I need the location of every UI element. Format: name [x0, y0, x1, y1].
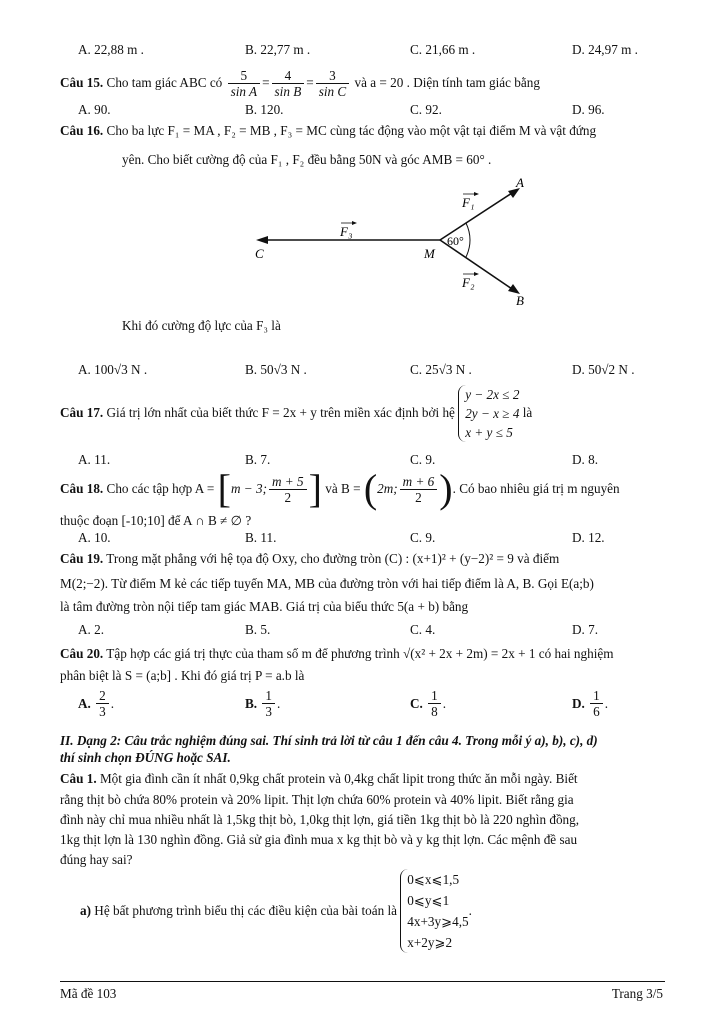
- label-f1: F₁: [462, 195, 475, 210]
- p2q1-line3: đình này chỉ mua nhiều nhất là 1,5kg thịt bò, 1,0kg thịt lợn, giá tiền 1kg thịt bò là 220 nghìn đồng,: [60, 812, 580, 827]
- q15-option-c: C. 92.: [410, 102, 442, 117]
- footer-page-number: Trang 3/5: [611, 986, 663, 1001]
- q15-fraction-a: $\frac{5}{\text{sin A}}$: [228, 68, 261, 99]
- q19-line3: là tâm đường tròn nội tiếp tam giác MAB. Giá trị của biểu thức 5(a + b) bằng: [60, 599, 469, 614]
- q14-option-b: B. 22,77 m .: [245, 42, 311, 57]
- q20-option-c: C. $\frac{1}{8}$ .: [410, 688, 447, 719]
- q15-label: Câu 15.: [60, 75, 104, 90]
- p2q1-part-a: a) Hệ bất phương trình biểu thị các điều kiện của bài toán là 0⩽x⩽1,5 0⩽y⩽1 4x+3y⩾4,5 x+2y⩾2 .: [80, 866, 472, 956]
- q15-stem: Câu 15. Cho tam giác ABC có $\frac{5}{\text{sin A}}$ = $\frac{4}{\text{sin B}}$ = $\frac{3}{\text{sin C}}$ và a = 20 . Diện tính tam giác bằng: [60, 67, 540, 99]
- q16-option-a: A. 100√3 N .: [78, 362, 148, 377]
- force-diagram: [0, 0, 725, 320]
- p2q1-line5: đúng hay sai?: [60, 852, 133, 867]
- q18-option-a: A. 10.: [78, 530, 111, 545]
- q14-option-a: A. 22,88 m .: [78, 42, 144, 57]
- q16-line1: Câu 16. Cho ba lực F₁ = MA , F₂ = MB , F₃ = MC cùng tác động vào một vật tại điểm M và vật đứng: [60, 123, 597, 138]
- q17-option-b: B. 7.: [245, 452, 271, 467]
- q20-option-d: D. $\frac{1}{6}$ .: [572, 688, 609, 719]
- q16-option-d: D. 50√2 N .: [572, 362, 635, 377]
- p2q1-line1: Câu 1. Một gia đình cần ít nhất 0,9kg chất protein và 0,4kg chất lipit trong thức ăn mỗi ngày. Biết: [60, 771, 578, 786]
- footer-divider: [60, 981, 665, 982]
- q20-line2: phân biệt là S = (a;b] . Khi đó giá trị P = a.b là: [60, 668, 305, 683]
- q17-stem: Câu 17. Giá trị lớn nhất của biết thức F = 2x + y trên miền xác định bởi hệ y − 2x ≤ 2 2y − x ≥ 4 x + y ≤ 5 là: [60, 386, 533, 440]
- q19-option-d: D. 7.: [572, 622, 599, 637]
- q19-option-b: B. 5.: [245, 622, 271, 637]
- q18-option-c: C. 9.: [410, 530, 436, 545]
- q17-system: y − 2x ≤ 2 2y − x ≥ 4 x + y ≤ 5: [458, 385, 519, 442]
- p2q1-line2: rằng thịt bò chứa 80% protein và 20% lipit. Thịt lợn chứa 60% protein và 40% lipit. Biết rằng gia: [60, 792, 574, 807]
- q18-stem: Câu 18. Cho các tập hợp A = [ m − 3; $\frac{m + 5}{2}$ ] và B = ( 2m; $\frac{m + 6}{2}$ ) . Có bao nhiêu giá trị m nguyên: [60, 466, 620, 511]
- q18-option-b: B. 11.: [245, 530, 277, 545]
- label-a: A: [516, 175, 524, 190]
- q16-option-b: B. 50√3 N .: [245, 362, 307, 377]
- part2-heading-line2: thí sinh chọn ĐÚNG hoặc SAI.: [60, 750, 231, 765]
- q19-line1: Câu 19. Trong mặt phẳng với hệ tọa độ Oxy, cho đường tròn (C) : (x+1)² + (y−2)² = 9 và điểm: [60, 551, 560, 566]
- angle-label: 60°: [447, 234, 464, 248]
- q15-tail: và a = 20 . Diện tính tam giác bằng: [354, 75, 540, 90]
- q17-option-d: D. 8.: [572, 452, 599, 467]
- q14-option-d: D. 24,97 m .: [572, 42, 638, 57]
- q17-option-a: A. 11.: [78, 452, 111, 467]
- q20-option-b: B. $\frac{1}{3}$ .: [245, 688, 281, 719]
- q20-line1: Câu 20. Tập hợp các giá trị thực của tham số m để phương trình √(x² + 2x + 2m) = 2x + 1 có hai nghiệm: [60, 646, 614, 661]
- part2-heading-line1: II. Dạng 2: Câu trắc nghiệm đúng sai. Thí sinh trả lời từ câu 1 đến câu 4. Trong mỗi ý a), b), c), d): [60, 733, 598, 748]
- label-b: B: [516, 293, 524, 308]
- q15-option-b: B. 120.: [245, 102, 284, 117]
- q19-line2: M(2;−2). Từ điểm M kẻ các tiếp tuyến MA, MB của đường tròn với hai tiếp điểm là A, B. Gọi E(a;b): [60, 576, 594, 591]
- force-line-f1: [440, 193, 512, 240]
- q18-line2: thuộc đoạn [-10;10] để A ∩ B ≠ ∅ ?: [60, 513, 252, 528]
- label-f3: F₃: [340, 224, 353, 239]
- q19-option-c: C. 4.: [410, 622, 436, 637]
- p2q1-line4: 1kg thịt lợn là 130 nghìn đồng. Giả sử gia đình mua x kg thịt bò và y kg thịt lợn. Các mệnh đề sau: [60, 832, 578, 847]
- q18-option-d: D. 12.: [572, 530, 605, 545]
- label-m: M: [424, 246, 435, 261]
- label-c: C: [255, 246, 264, 261]
- q16-question: Khi đó cường độ lực của F₃ là: [122, 318, 281, 333]
- q14-option-c: C. 21,66 m .: [410, 42, 476, 57]
- p2q1-a-system: 0⩽x⩽1,5 0⩽y⩽1 4x+3y⩾4,5 x+2y⩾2: [400, 869, 468, 953]
- q15-fraction-c: $\frac{3}{\text{sin C}}$: [316, 68, 349, 99]
- q16-option-c: C. 25√3 N .: [410, 362, 472, 377]
- q20-option-a: A. $\frac{2}{3}$ .: [78, 688, 115, 719]
- q15-option-d: D. 96.: [572, 102, 605, 117]
- q15-option-a: A. 90.: [78, 102, 111, 117]
- arrowhead-c-icon: [256, 236, 268, 244]
- q15-text: Cho tam giác ABC có: [106, 75, 223, 90]
- q19-option-a: A. 2.: [78, 622, 105, 637]
- q16-line2: yên. Cho biết cường độ của F₁ , F₂ đều bằng 50N và góc AMB = 60° .: [122, 152, 492, 167]
- q17-option-c: C. 9.: [410, 452, 436, 467]
- angle-arc: [466, 223, 470, 257]
- label-f2: F₂: [462, 275, 475, 290]
- footer-exam-code: Mã đề 103: [60, 986, 117, 1001]
- q15-fraction-b: $\frac{4}{\text{sin B}}$: [272, 68, 305, 99]
